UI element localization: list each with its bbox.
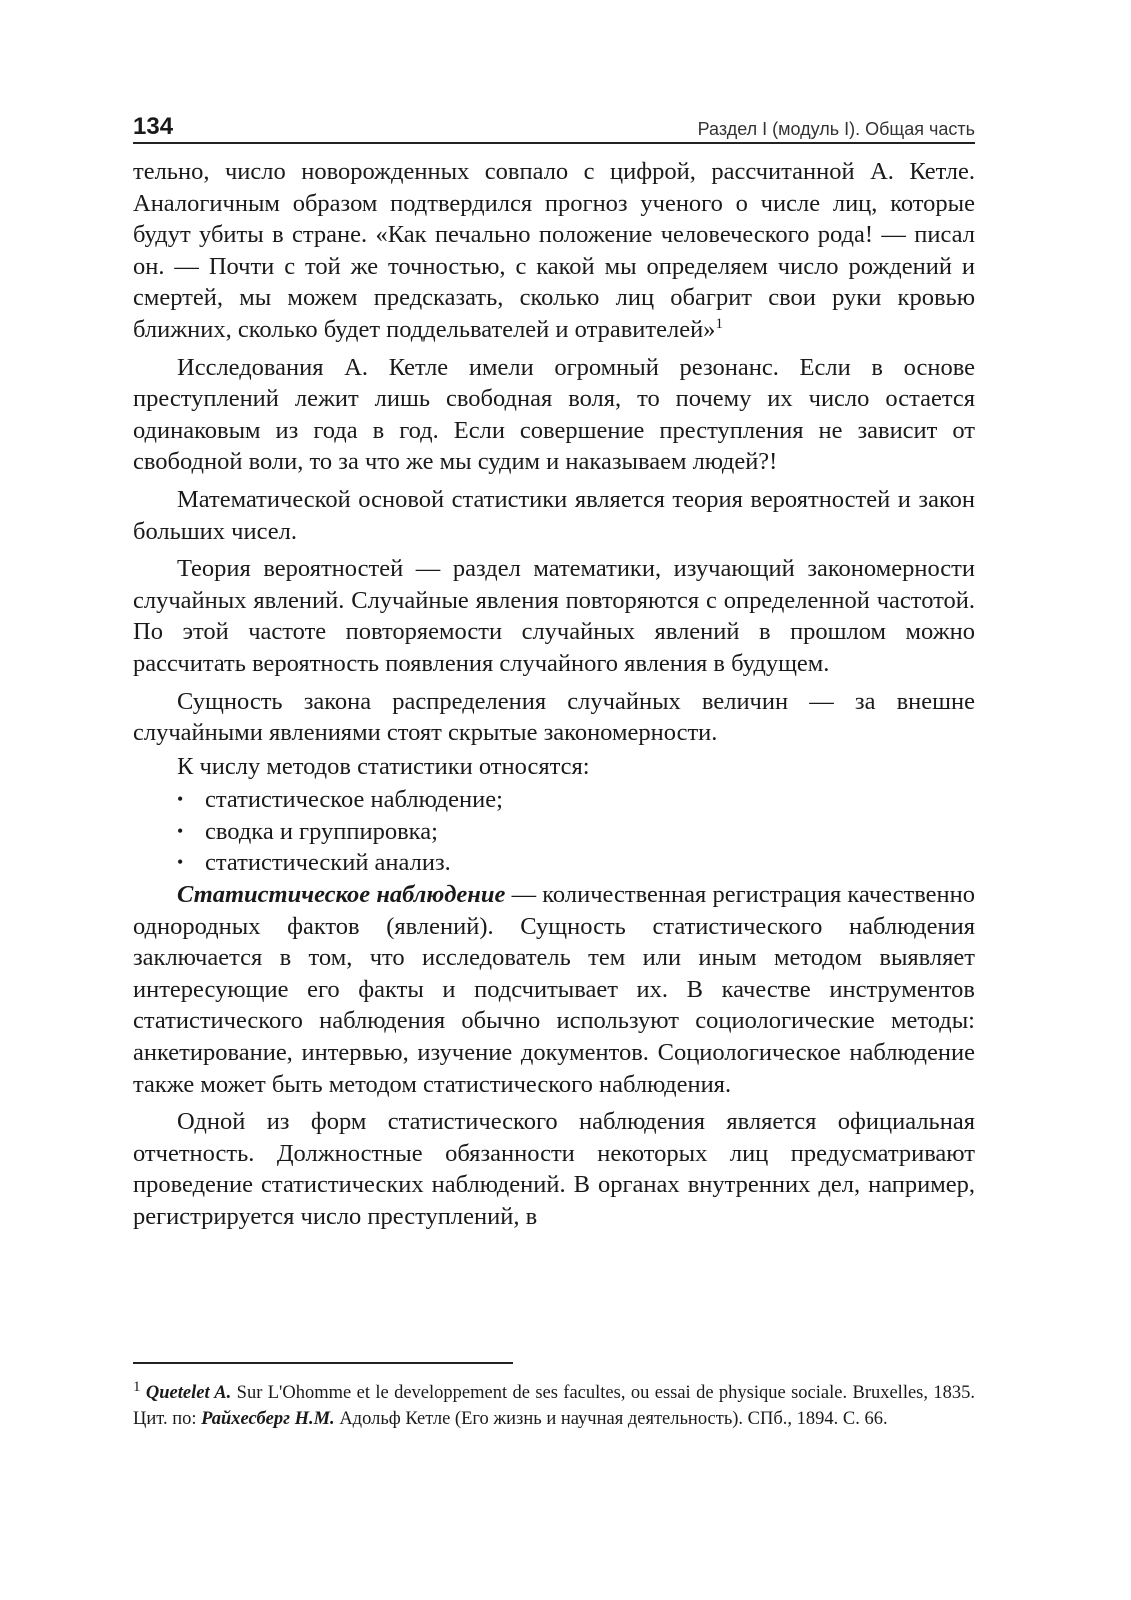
running-head-title: Раздел I (модуль I). Общая часть (697, 119, 975, 139)
running-header (133, 110, 975, 144)
paragraph: Теория вероятностей — раздел математики, изучающий закономерности случайных явлений. Случайные явления повторяются с определенной частотой. По этой частоте повторяемости случайных явлений в прошлом можно рассчитать вероятность появления случайного явления в будущем. (133, 555, 975, 677)
paragraph: К числу методов статистики относятся: (177, 752, 590, 780)
bullet-icon: • (177, 852, 184, 873)
footnote-text-rest: Адольф Кетле (Его жизнь и научная деятельность). СПб., 1894. С. 66. (334, 1409, 888, 1429)
footnote-author: Quetelet A. (145, 1383, 232, 1403)
list-item-text: статистическое наблюдение; (205, 786, 503, 814)
methods-list (133, 784, 975, 879)
bullet-icon: • (177, 820, 184, 841)
bullet-icon: • (177, 789, 184, 810)
paragraph: Сущность закона распределения случайных величин — за внешне случайными явлениями стоят скрытые закономерности. (133, 687, 975, 747)
footnote-divider (133, 1362, 513, 1364)
paragraph: Исследования А. Кетле имели огромный резонанс. Если в основе преступлений лежит лишь свободная воля, то почему их число остается одинаковым из года в год. Если совершение преступления не зависит от свободной воли, то за что же мы судим и наказываем людей?! (133, 353, 975, 476)
list-item (177, 847, 975, 879)
paragraph: Одной из форм статистического наблюдения является официальная отчетность. Должностные обязанности некоторых лиц предусматривают проведение статистических наблюдений. В органах внутренних дел, например, регистрируется число преступлений, в (133, 1108, 975, 1230)
footnote-mark: 1 (133, 1378, 141, 1395)
page-number: 134 (133, 113, 174, 140)
paragraph-definition (133, 879, 975, 1100)
footnote (133, 1380, 975, 1432)
footnote-ref: 1 (715, 315, 723, 332)
page (133, 110, 975, 1235)
body-text (133, 156, 975, 1233)
footnote-text: Sur L'Ohomme et le developpement de ses facultes, ou essai de physique sociale. Bruxelles, 1835. Цит. по: (133, 1383, 976, 1429)
list-item (177, 784, 975, 816)
definition-text: — количественная регистрация качественно однородных фактов (явлений). Сущность статистического наблюдения заключается в том, что исследователь тем или иным методом выявляет интересующие его факты и подсчитывает их. В качестве инструментов статистического наблюдения обычно используют социологические методы: анкетирование, интервью, изучение документов. Социологическое наблюдение также может быть методом статистического наблюдения. (133, 881, 976, 1098)
list-item-text: сводка и группировка; (205, 817, 438, 845)
paragraph-continuation (133, 156, 975, 346)
footnote-author-secondary: Райхесберг Н.М. (201, 1409, 335, 1429)
defined-term: Статистическое наблюдение (177, 881, 506, 909)
paragraph-text: тельно, число новорожденных совпало с цифрой, рассчитанной А. Кетле. Аналогичным образом подтвердился прогноз ученого о числе лиц, которые будут убиты в стране. «Как печально положение человеческого рода! — писал он. — Почти с той же точностью, с какой мы определяем число рождений и смертей, мы можем предсказать, сколько лиц обагрит свои руки кровью ближних, сколько будет поддельвателей и отравителей» (133, 158, 975, 343)
list-item (177, 816, 975, 848)
list-item-text: статистический анализ. (205, 849, 451, 877)
paragraph: Математической основой статистики является теория вероятностей и закон больших чисел. (133, 485, 975, 545)
